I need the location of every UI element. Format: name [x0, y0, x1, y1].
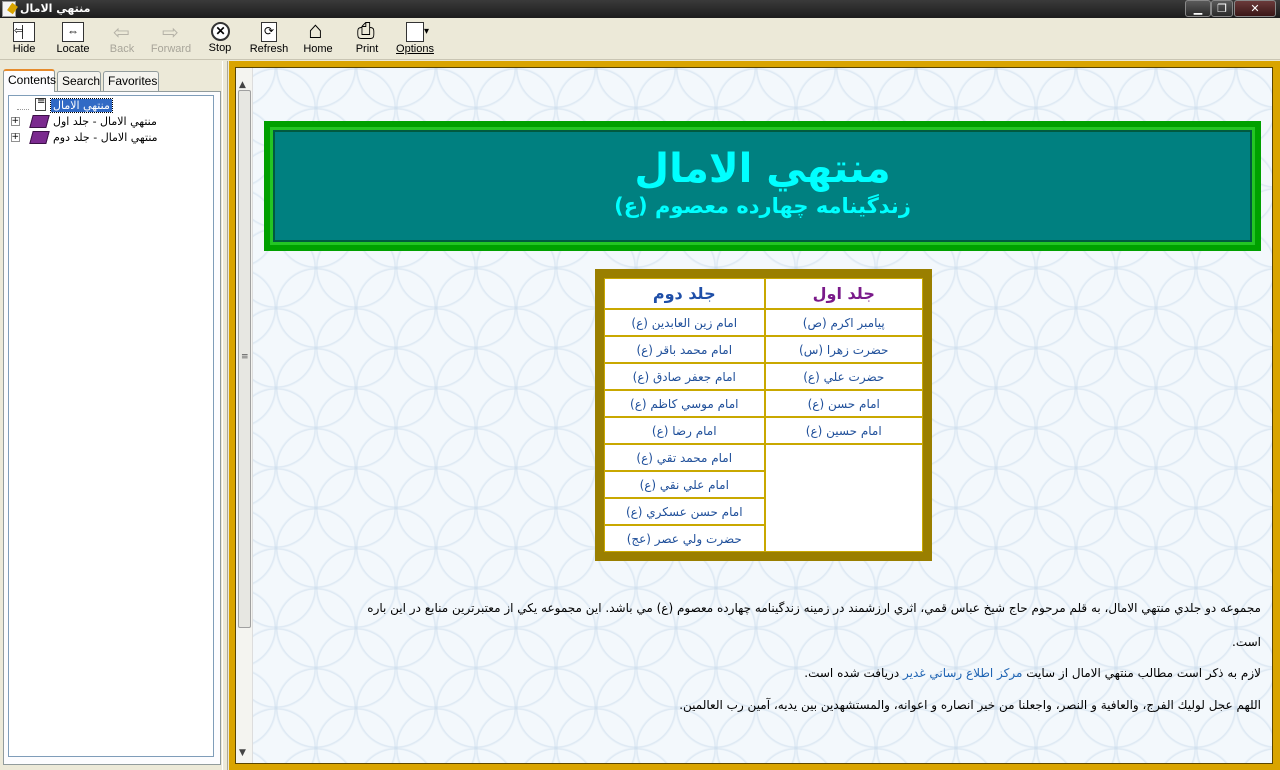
volume1-link[interactable]: حضرت زهرا (س)	[766, 337, 923, 364]
volume2-link[interactable]: امام علي نقي (ع)	[605, 472, 764, 499]
tab-search[interactable]: Search	[57, 71, 101, 91]
vertical-scrollbar[interactable]	[236, 68, 253, 763]
source-note	[804, 666, 1261, 680]
book-icon	[29, 131, 49, 144]
options-button[interactable]: ▾ Options	[395, 20, 435, 58]
volume2-link[interactable]: امام جعفر صادق (ع)	[605, 364, 764, 391]
expand-icon[interactable]: +	[11, 116, 19, 126]
maximize-button[interactable]: ❐	[1211, 0, 1233, 17]
window-title: منتهي الامال	[20, 2, 91, 15]
tab-contents[interactable]: Contents	[3, 69, 55, 92]
help-app-icon	[2, 1, 16, 17]
volumes-table	[595, 269, 932, 561]
locate-button[interactable]: ⇔ Locate	[54, 20, 92, 58]
home-icon	[307, 22, 329, 42]
tab-favorites[interactable]: Favorites	[103, 71, 159, 91]
volume1-link[interactable]: امام حسين (ع)	[766, 418, 923, 445]
page-icon	[35, 98, 46, 111]
back-arrow-icon	[111, 22, 133, 42]
volume2-link[interactable]: حضرت ولي عصر (عج)	[626, 532, 742, 546]
tree-item-volume1[interactable]	[11, 114, 211, 130]
refresh-icon	[261, 22, 277, 42]
title-bar	[0, 0, 1280, 18]
prayer-text: اللهم عجل لوليك الفرج، والعافية و النصر، واجعلنا من خير انصاره و اعوانه، والمستشهدين بين يديه، آمين رب العالمين.	[679, 698, 1261, 712]
navigation-pane	[0, 61, 228, 770]
volume1-column	[764, 279, 923, 551]
volume2-link[interactable]: امام زين العابدين (ع)	[605, 310, 764, 337]
content-frame	[229, 61, 1280, 770]
contents-tree	[8, 95, 214, 757]
volumes-grid	[604, 278, 923, 552]
tree-item-label: منتهي الامال - جلد اول	[53, 115, 157, 128]
hide-button[interactable]: ⇦ Hide	[8, 20, 40, 58]
volume2-column	[605, 279, 764, 551]
pane-splitter[interactable]	[222, 61, 228, 770]
grip-icon: ≡	[241, 352, 249, 362]
volume2-link[interactable]: امام محمد باقر (ع)	[605, 337, 764, 364]
banner-frame	[270, 127, 1255, 245]
contents-panel	[3, 91, 221, 765]
tree-item-main[interactable]	[31, 98, 211, 114]
scroll-thumb[interactable]	[238, 90, 251, 628]
stop-button[interactable]: ✕ Stop	[205, 20, 235, 58]
tree-item-label: منتهي الامال - جلد دوم	[53, 131, 158, 144]
tree-item-volume2[interactable]	[11, 130, 211, 146]
page-subtitle: زندگينامه چهارده معصوم (ع)	[614, 194, 911, 218]
source-link[interactable]: مركز اطلاع رساني غدير	[903, 666, 1023, 680]
back-button[interactable]: ⇦ Back	[106, 20, 138, 58]
volume1-link[interactable]: پيامبر اكرم (ص)	[766, 310, 923, 337]
title-banner	[264, 121, 1261, 251]
scroll-down-icon[interactable]: ▼	[239, 748, 246, 758]
source-note-text-end: دريافت شده است.	[804, 666, 900, 680]
print-button[interactable]: ⎙ Print	[352, 20, 382, 58]
source-note-text: لازم به ذكر است مطالب منتهي الامال از سايت	[1026, 666, 1261, 680]
banner-panel	[273, 130, 1252, 242]
options-icon	[406, 22, 424, 42]
refresh-button[interactable]: ⟳ Refresh	[249, 20, 289, 58]
volume2-link[interactable]: امام موسي كاظم (ع)	[605, 391, 764, 418]
close-button[interactable]: ✕	[1234, 0, 1276, 17]
intro-paragraph-end: است.	[1232, 635, 1261, 649]
intro-paragraph: مجموعه دو جلدي منتهي الامال، به قلم مرحوم حاج شيخ عباس قمي، اثري ارزشمند در زمينه زندگينامه چهارده معصوم (ع) مي باشد. اين مجموعه يكي از معتبرترين منابع در اين باره	[367, 601, 1261, 615]
volume2-link[interactable]: امام محمد تقي (ع)	[605, 445, 764, 472]
stop-icon	[211, 22, 230, 41]
volume1-link[interactable]: امام حسن (ع)	[766, 391, 923, 418]
expand-icon[interactable]: +	[11, 132, 19, 142]
minimize-button[interactable]: ▁	[1185, 0, 1211, 17]
page-title: منتهي الامال	[634, 146, 891, 192]
forward-button[interactable]: ⇨ Forward	[150, 20, 192, 58]
volume2-header: جلد دوم	[605, 279, 764, 310]
book-icon	[29, 115, 49, 128]
locate-icon	[62, 22, 84, 42]
print-icon	[356, 22, 378, 42]
volume2-link[interactable]: امام رضا (ع)	[605, 418, 764, 445]
volume1-link[interactable]: حضرت علي (ع)	[766, 364, 923, 391]
scroll-up-icon[interactable]: ▲	[239, 80, 246, 90]
home-button[interactable]: ⌂ Home	[302, 20, 334, 58]
toolbar	[0, 18, 1280, 60]
tree-connector	[17, 109, 29, 110]
volume2-link[interactable]: امام حسن عسكري (ع)	[605, 499, 764, 526]
forward-arrow-icon	[160, 22, 182, 42]
hide-pane-icon	[13, 22, 35, 42]
volume1-header: جلد اول	[766, 279, 923, 310]
tree-item-label: منتهي الامال	[53, 99, 110, 112]
content-page	[235, 67, 1273, 764]
